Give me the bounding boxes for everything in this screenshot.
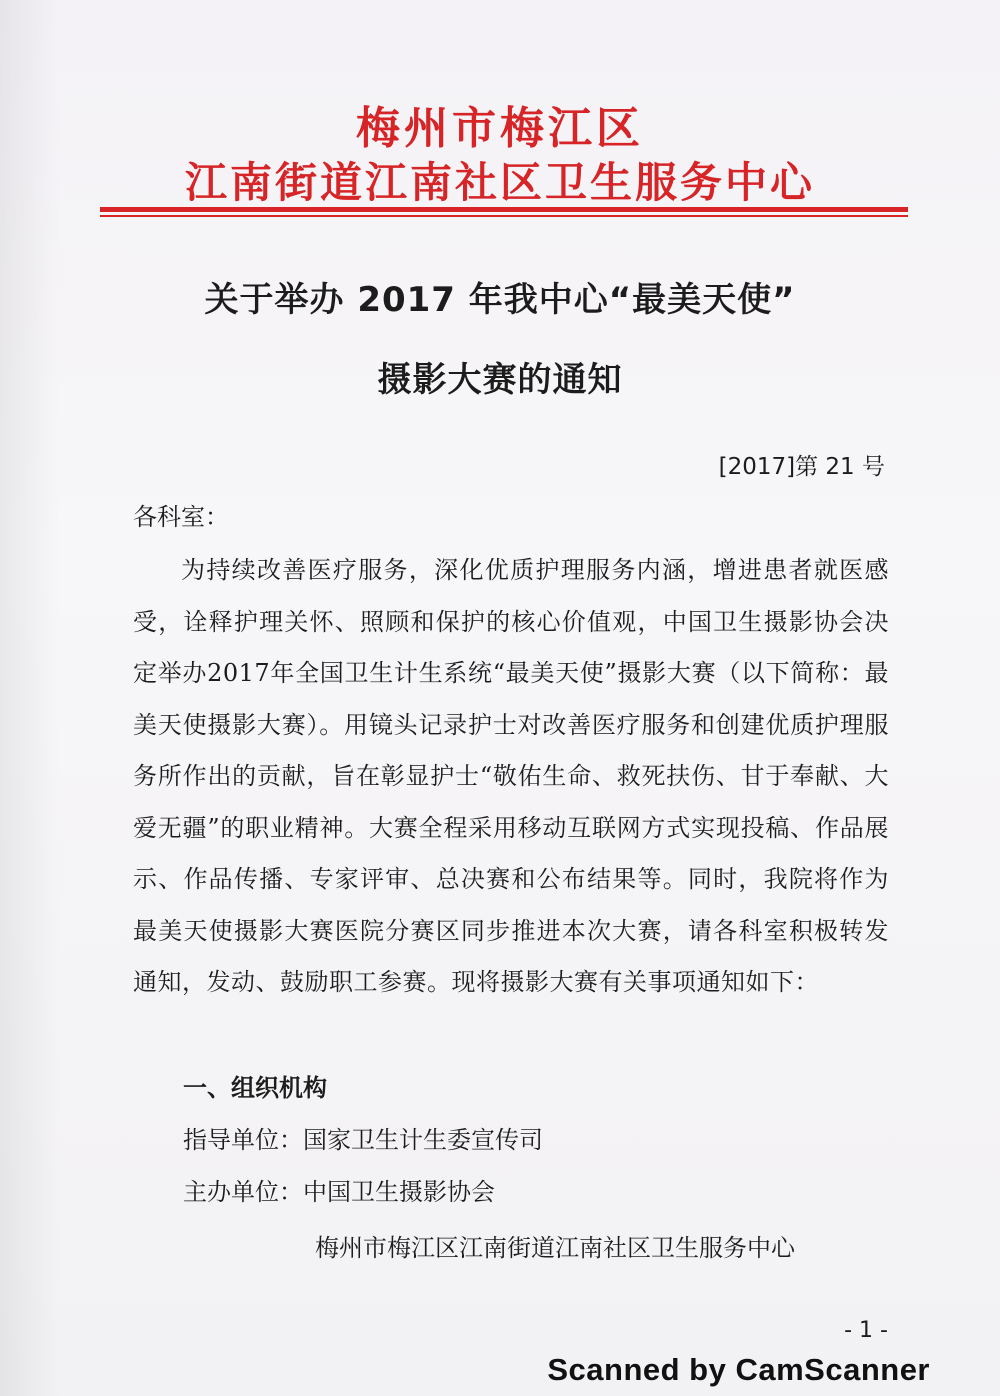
notice-title-line2: 摄影大赛的通知 [377,360,623,400]
section-heading: 一、组织机构 [183,1074,327,1102]
header-divider-thin [100,215,908,217]
header-divider-thick [100,207,908,212]
host-unit: 主办单位：中国卫生摄影协会 [183,1178,495,1206]
org-header-line1: 梅州市梅江区 [356,103,644,154]
org-header-line2: 江南街道江南社区卫生服务中心 [184,158,815,207]
document-number: [2017]第 21 号 [718,454,885,480]
salutation: 各科室： [133,503,229,531]
body-paragraph: 为持续改善医疗服务，深化优质护理服务内涵，增进患者就医感受，诠释护理关怀、照顾和保护的核心价值观，中国卫生摄影协会决定举办2017年全国卫生计生系统“最美天使”摄影大赛（以下简称：最美天使摄影大赛）。用镜头记录护士对改善医疗服务和创建优质护理服务所作出的贡献，旨在彰显护士“敬佑生命、救死扶伤、甘于奉献、大爱无疆”的职业精神。大赛全程采用移动互联网方式实现投稿、作品展示、作品传播、专家评审、总决赛和公布结果等。同时，我院将作为最美天使摄影大赛医院分赛区同步推进本次大赛，请各科室积极转发通知，发动、鼓励职工参赛。现将摄影大赛有关事项通知如下： [133,556,889,996]
page-number: - 1 - [844,1318,888,1343]
scanner-watermark: Scanned by CamScanner [547,1352,930,1387]
guide-unit: 指导单位：国家卫生计生委宣传司 [183,1126,543,1154]
co-host-unit: 梅州市梅江区江南街道江南社区卫生服务中心 [315,1234,795,1262]
notice-title-line1: 关于举办 2017 年我中心“最美天使” [204,280,796,320]
